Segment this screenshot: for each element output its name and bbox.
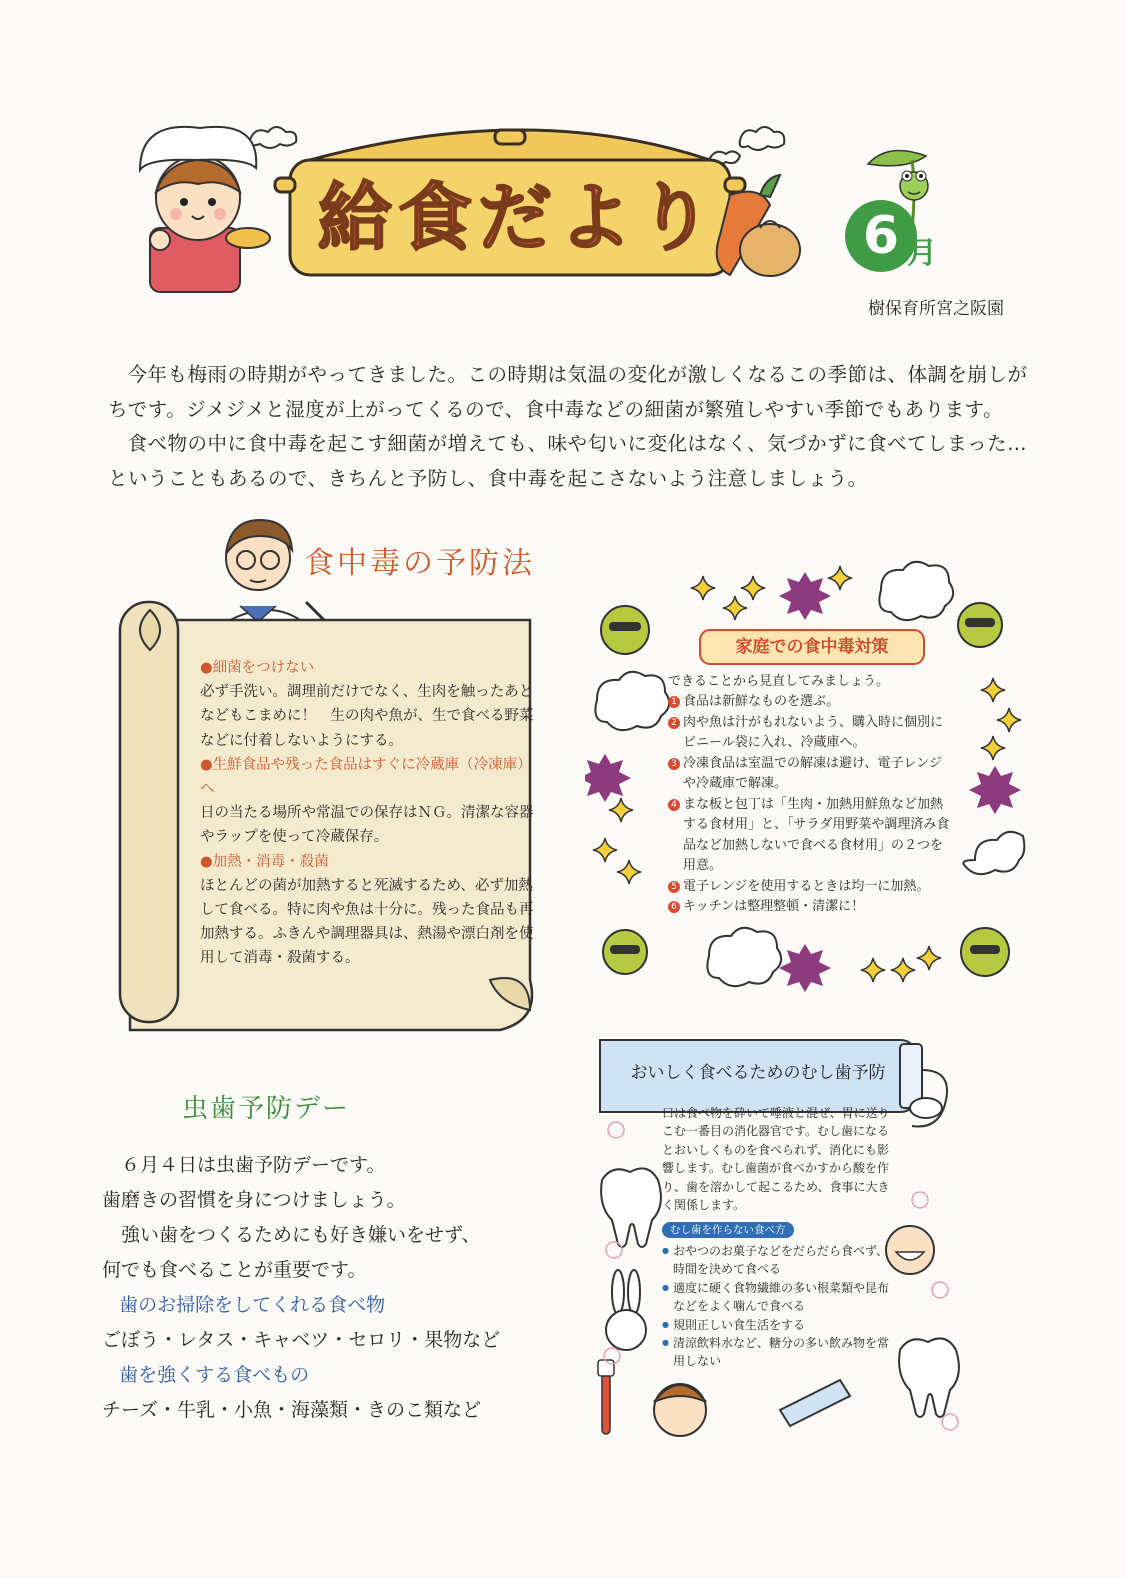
sparkle-icon bbox=[997, 708, 1021, 732]
sparkle-icon bbox=[981, 678, 1005, 702]
cavity-day-title: 虫歯予防デー bbox=[182, 1094, 351, 1124]
cavity-line: 何でも食べることが重要です。 bbox=[102, 1259, 367, 1281]
list-item-text: 冷凍食品は室温での解凍は避け、電子レンジや冷蔵庫で解凍。 bbox=[683, 755, 942, 791]
list-item-text: キッチンは整理整頓・清潔に！ bbox=[683, 899, 865, 914]
toothbrush-icon bbox=[598, 1360, 614, 1434]
cavity-line: ごぼう・レタス・キャベツ・セロリ・果物など bbox=[102, 1329, 501, 1351]
prevention-body: 必ず手洗い。調理前だけでなく、生肉を触ったあとなどもこまめに！ 生の肉や魚が、生で食べる野菜などに付着しないようにする。 bbox=[200, 684, 534, 749]
cavity-line: チーズ・牛乳・小魚・海藻類・きのこ類など bbox=[102, 1399, 482, 1421]
poison-prevention-title: 食中毒の予防法 bbox=[304, 546, 535, 581]
number-badge: 6 bbox=[668, 901, 680, 913]
number-badge: 5 bbox=[668, 881, 680, 893]
cavity-line: ６月４日は虫歯予防デーです。 bbox=[121, 1154, 386, 1176]
number-badge: 3 bbox=[668, 758, 680, 770]
sparkle-icon bbox=[691, 576, 715, 600]
family-measures-intro: できることから見直してみましょう。 bbox=[668, 674, 890, 689]
sparkle-icon bbox=[917, 946, 941, 970]
sparkle-icon bbox=[828, 566, 852, 590]
prevention-heading: ●加熱・消毒・殺菌 bbox=[200, 853, 329, 870]
list-item: ● 清涼飲料水など、糖分の多い飲み物を常用しない bbox=[662, 1334, 890, 1371]
family-measures-list bbox=[668, 692, 950, 918]
intro-paragraph: 今年も梅雨の時期がやってきました。この時期は気温の変化が激しくなるこの季節は、体調を崩しがちです。ジメジメと湿度が上がってくるので、食中毒などの細菌が繁殖しやすい季節でもあります。 bbox=[108, 363, 1028, 421]
cavity-food-heading: 歯を強くする食べもの bbox=[119, 1364, 310, 1386]
tooth-section-body: 口は食べ物を砕いて唾液と混ぜ、胃に送りこむ一番目の消化器官です。むし歯になるとおいしくものを食べられず、消化にも影響します。むし歯菌が食べかすから酸を作り、歯を溶かして起こるため、食事に大きく関係します。 bbox=[662, 1106, 890, 1213]
intro-paragraph: 食べ物の中に食中毒を起こす細菌が増えても、味や匂いに変化はなく、気づかずに食べてしまった…ということもあるので、きちんと予防し、食中毒を起こさないよう注意しましょう。 bbox=[108, 432, 1028, 490]
list-item: ● 適度に硬く食物繊維の多い根菜類や昆布などをよく噛んで食べる bbox=[662, 1279, 890, 1316]
prevention-heading: ●細菌をつけない bbox=[200, 660, 315, 676]
number-badge: 4 bbox=[668, 799, 680, 811]
list-item bbox=[668, 713, 950, 754]
list-item-text: まな板と包丁は「生肉・加熱用鮮魚など加熱する食材用」と、「サラダ用野菜や調理済み食品など加熱しないで食べる食材用」の２つを用意。 bbox=[683, 796, 950, 873]
small-tube-icon bbox=[780, 1380, 850, 1426]
sparkle-icon bbox=[861, 958, 885, 982]
list-item bbox=[668, 795, 950, 877]
list-item bbox=[668, 897, 950, 918]
sparkle-icon bbox=[609, 798, 633, 822]
tooth-subheading-badge: むし歯を作らない食べ方 bbox=[662, 1222, 794, 1238]
sparkle-icon bbox=[593, 838, 617, 862]
list-item bbox=[668, 877, 950, 898]
prevention-body: ほとんどの菌が加熱すると死滅するため、必ず加熱して食べる。特に肉や魚は十分に。残った食品も再加熱する。ふきんや調理器具は、熱湯や漂白剤を使用して消毒・殺菌する。 bbox=[200, 877, 534, 967]
school-name: 樹保育所宮之阪園 bbox=[868, 299, 1004, 319]
list-item-text: 電子レンジを使用するときは均一に加熱。 bbox=[683, 878, 930, 894]
cavity-food-heading: 歯のお掃除をしてくれる食べ物 bbox=[119, 1294, 386, 1316]
list-item-text: 食品は新鮮なものを選ぶ。 bbox=[683, 694, 840, 709]
cavity-line: 強い歯をつくるためにも好き嫌いをせず、 bbox=[121, 1224, 481, 1246]
tooth-section-title: おいしく食べるためのむし歯予防 bbox=[630, 1063, 886, 1083]
month-number-badge: 6 bbox=[845, 200, 917, 272]
list-item bbox=[668, 692, 950, 713]
prevention-body: 日の当たる場所や常温での保存はＮＧ。清潔な容器やラップを使って冷蔵保存。 bbox=[200, 805, 534, 846]
list-item bbox=[668, 754, 950, 795]
chef-girl-icon bbox=[140, 127, 270, 292]
list-item-text: 肉や魚は汁がもれないよう、購入時に個別にビニール袋に入れ、冷蔵庫へ。 bbox=[683, 714, 944, 750]
prevention-heading: ●生鮮食品や残った食品はすぐに冷蔵庫（冷凍庫）へ bbox=[200, 756, 532, 798]
sparkle-icon bbox=[981, 736, 1005, 760]
sparkle-icon bbox=[891, 958, 915, 982]
newsletter-title: 給食だより bbox=[318, 175, 718, 261]
cavity-line: 歯磨きの習慣を身につけましょう。 bbox=[102, 1189, 406, 1211]
number-badge: 1 bbox=[668, 696, 680, 708]
list-item: ● おやつのお菓子などをだらだら食べず、時間を決めて食べる bbox=[662, 1242, 890, 1279]
number-badge: 2 bbox=[668, 717, 680, 729]
intro-text bbox=[108, 358, 1028, 496]
sparkle-icon bbox=[617, 860, 641, 884]
month-suffix: 月 bbox=[907, 236, 937, 271]
tooth-tips-list bbox=[662, 1242, 890, 1371]
sparkle-icon bbox=[741, 576, 765, 600]
family-measures-title: 家庭での食中毒対策 bbox=[735, 637, 889, 657]
poison-prevention-body bbox=[200, 656, 536, 971]
cavity-day-body bbox=[102, 1148, 562, 1428]
rabbit-icon bbox=[606, 1270, 646, 1350]
sparkle-icon bbox=[723, 596, 747, 620]
list-item: ● 規則正しい食生活をする bbox=[662, 1316, 890, 1334]
